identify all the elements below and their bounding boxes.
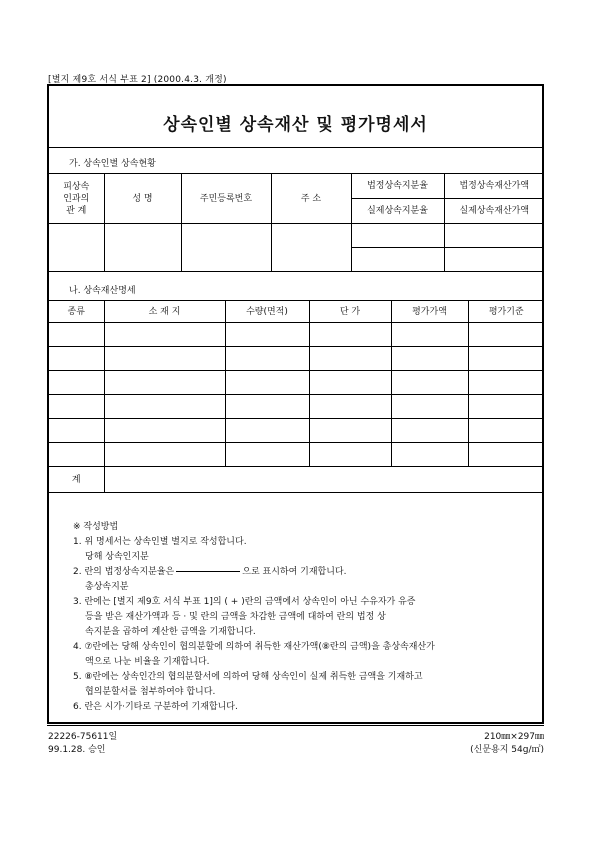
header-appraisal-basis: 평가기준 [468,301,544,323]
input-cell[interactable] [225,395,309,419]
header-unit-price: 단 가 [309,301,391,323]
form-frame [47,84,544,724]
input-cell[interactable] [225,443,309,467]
table-row [49,443,544,467]
page-title: 상속인별 상속재산 및 평가명세서 [163,115,428,135]
input-cell[interactable] [391,395,468,419]
form-reference: [별지 제9호 서식 부표 2] (2000.4.3. 개정) [48,75,227,85]
input-cell[interactable] [391,347,468,371]
input-cell[interactable] [225,323,309,347]
section-b-label: 나. 상속재산명세 [69,286,136,296]
total-row [49,467,544,493]
instruction-item-4-cont: 액으로 나눈 비율을 기재합니다. [85,657,210,667]
header-actual-value: 실제상속재산가액 [444,199,544,224]
instruction-item-5-cont: 협의분할서를 첨부하여야 합니다. [85,687,216,697]
instructions-heading: ※ 작성방법 [73,522,119,532]
section-a-label: 가. 상속인별 상속현황 [69,159,156,169]
header-name: 성 명 [104,174,181,224]
footer-code: 22226-75611일 [48,732,118,742]
instruction-item-6: 6. 란은 시가·기타로 구분하여 기재합니다. [73,702,238,712]
input-cell[interactable] [351,248,444,272]
input-cell[interactable] [468,347,544,371]
table-row [49,395,544,419]
header-legal-value: 법정상속재산가액 [444,174,544,199]
instruction-item-1: 1. 위 명세서는 상속인별 별지로 작성합니다. [73,537,247,547]
input-cell[interactable] [468,419,544,443]
instruction-item-3-cont: 등을 받은 재산가액과 등 · 및 란의 금액을 차감한 금액에 대하여 란의 법정 상 [85,612,386,622]
input-cell[interactable] [49,443,104,467]
input-cell[interactable] [104,371,225,395]
footer-paper-type: (신문용지 54g/㎡) [470,745,544,755]
header-quantity: 수량(면적) [225,301,309,323]
input-cell[interactable] [351,224,444,248]
input-cell[interactable] [104,347,225,371]
input-cell[interactable] [444,224,544,248]
input-cell[interactable] [271,224,351,272]
input-cell[interactable] [104,443,225,467]
table-row [49,419,544,443]
input-cell[interactable] [468,395,544,419]
input-cell[interactable] [49,371,104,395]
input-cell[interactable] [104,419,225,443]
instruction-item-4: 4. ⑦란에는 당해 상속인이 협의분할에 의하여 취득한 재산가액(⑧란의 금액)을 총상속재산가 [73,642,435,652]
header-rrn: 주민등록번호 [181,174,271,224]
header-location: 소 재 지 [104,301,225,323]
footer-divider [47,725,544,726]
input-cell[interactable] [468,323,544,347]
input-cell[interactable] [49,347,104,371]
input-cell[interactable] [49,224,104,272]
header-address: 주 소 [271,174,351,224]
footer-paper-size: 210㎜×297㎜ [484,732,544,742]
footer-approval: 99.1.28. 승인 [48,745,106,755]
total-value-cell[interactable] [104,467,544,493]
input-cell[interactable] [104,224,181,272]
input-cell[interactable] [468,371,544,395]
input-cell[interactable] [49,395,104,419]
total-label: 계 [49,467,104,493]
table-row [49,371,544,395]
table-row [49,347,544,371]
header-appraised-value: 평가가액 [391,301,468,323]
input-cell[interactable] [225,419,309,443]
input-cell[interactable] [391,323,468,347]
input-cell[interactable] [49,323,104,347]
fraction-denominator: 총상속지분 [85,582,129,592]
input-cell[interactable] [391,371,468,395]
input-cell[interactable] [225,347,309,371]
heirs-table [49,173,544,272]
instruction-item-3: 3. 란에는 [별지 제9호 서식 부표 1]의 ( + )란의 금액에서 상속인이 아닌 수유자가 유증 [73,597,416,607]
assets-table [49,300,544,493]
input-cell[interactable] [104,323,225,347]
header-legal-share: 법정상속지분율 [351,174,444,199]
input-cell[interactable] [49,419,104,443]
instruction-item-5: 5. ⑧란에는 상속인간의 협의분할서에 의하여 당해 상속인이 실제 취득한 금액을 기재하고 [73,672,423,682]
table-row [49,323,544,347]
input-cell[interactable] [104,395,225,419]
input-cell[interactable] [309,371,391,395]
instructions [73,520,529,715]
instruction-item-2: 2. 란의 법정상속지분율은 으로 표시하여 기재합니다. [73,567,347,577]
input-cell[interactable] [309,347,391,371]
fraction-numerator: 당해 상속인지분 [85,552,149,562]
input-cell[interactable] [391,419,468,443]
fraction-bar [176,571,240,572]
header-actual-share: 실제상속지분율 [351,199,444,224]
header-kind: 종류 [49,301,104,323]
input-cell[interactable] [309,443,391,467]
instruction-item-3-cont: 속지분을 곱하여 계산한 금액을 기재합니다. [85,627,256,637]
input-cell[interactable] [391,443,468,467]
input-cell[interactable] [225,371,309,395]
table-row [49,224,544,248]
input-cell[interactable] [181,224,271,272]
header-relation: 피상속 인과의 관 계 [49,174,104,224]
input-cell[interactable] [444,248,544,272]
input-cell[interactable] [468,443,544,467]
title-divider [49,147,542,148]
input-cell[interactable] [309,323,391,347]
input-cell[interactable] [309,419,391,443]
input-cell[interactable] [309,395,391,419]
